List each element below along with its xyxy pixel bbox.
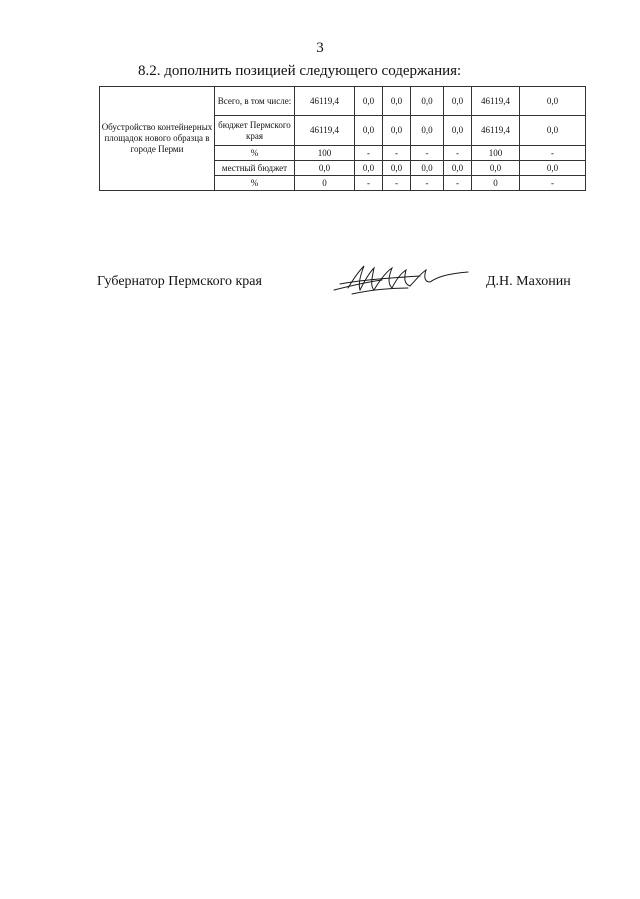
table-cell: - [411, 176, 444, 191]
table-cell: - [444, 146, 472, 161]
table-cell: 0,0 [411, 87, 444, 116]
table-cell: 0,0 [520, 116, 586, 146]
table-cell: 0,0 [411, 161, 444, 176]
table-cell: 46119,4 [472, 87, 520, 116]
table-cell: - [383, 176, 411, 191]
table-row [100, 87, 586, 116]
table-cell: 0 [295, 176, 355, 191]
row-label: % [215, 146, 295, 161]
table-cell: 0,0 [355, 87, 383, 116]
table-cell: 0,0 [520, 87, 586, 116]
table-cell: - [444, 176, 472, 191]
table-cell: - [355, 146, 383, 161]
row-label: местный бюджет [215, 161, 295, 176]
financing-table [99, 86, 586, 191]
table-cell: - [411, 146, 444, 161]
table-cell: 0,0 [383, 161, 411, 176]
table-cell: 0,0 [355, 161, 383, 176]
table-cell: 46119,4 [472, 116, 520, 146]
table-cell: 100 [295, 146, 355, 161]
row-label: бюджет Пермского края [215, 116, 295, 146]
intro-text: 8.2. дополнить позицией следующего содержания: [138, 63, 462, 79]
table-cell: 0 [472, 176, 520, 191]
table-cell: 0,0 [355, 116, 383, 146]
table-cell: 0,0 [444, 161, 472, 176]
table-cell: 0,0 [295, 161, 355, 176]
table-cell: - [355, 176, 383, 191]
table-cell: 0,0 [383, 87, 411, 116]
page-number: 3 [316, 40, 324, 56]
table-cell: - [520, 176, 586, 191]
table-cell: 46119,4 [295, 116, 355, 146]
item-name-cell: Обустройство контейнерных площадок нового образца в городе Перми [100, 87, 215, 191]
table-cell: 0,0 [520, 161, 586, 176]
table-cell: 0,0 [444, 87, 472, 116]
signatory-title: Губернатор Пермского края [97, 274, 262, 289]
signatory-name: Д.Н. Махонин [486, 274, 571, 289]
table-cell: 0,0 [411, 116, 444, 146]
table-cell: 0,0 [444, 116, 472, 146]
row-label: Всего, в том числе: [215, 87, 295, 116]
table-cell: - [520, 146, 586, 161]
table-cell: 100 [472, 146, 520, 161]
row-label: % [215, 176, 295, 191]
handwritten-signature [330, 260, 470, 300]
table-cell: - [383, 146, 411, 161]
table-cell: 0,0 [383, 116, 411, 146]
table-cell: 46119,4 [295, 87, 355, 116]
table-cell: 0,0 [472, 161, 520, 176]
